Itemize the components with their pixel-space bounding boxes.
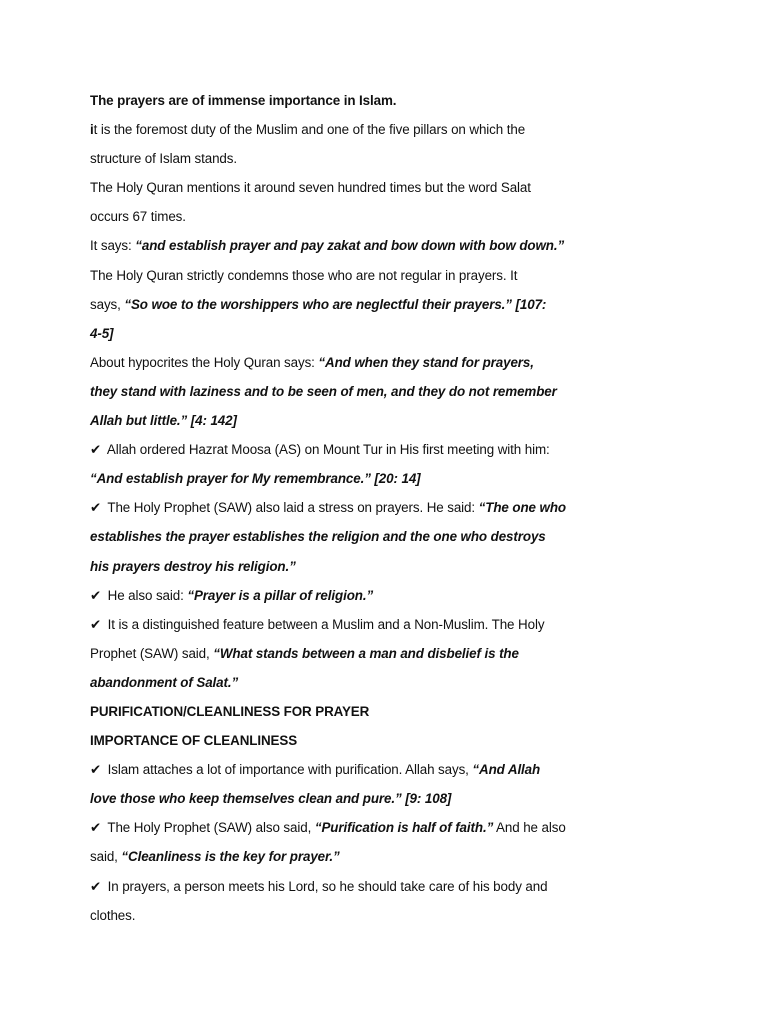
text-line — [90, 144, 570, 173]
text-run: “Cleanliness is the key for prayer.” — [121, 849, 340, 865]
checkmark-icon: ✔ — [90, 878, 102, 894]
text-line — [90, 202, 570, 231]
text-run: PURIFICATION/CLEANLINESS FOR PRAYER — [90, 703, 370, 719]
text-line — [90, 668, 570, 697]
checkmark-icon: ✔ — [90, 442, 102, 458]
text-line — [90, 261, 570, 290]
text-run: IMPORTANCE OF CLEANLINESS — [90, 733, 298, 749]
text-line — [90, 581, 570, 610]
text-line — [90, 901, 570, 930]
text-run: they stand with laziness and to be seen of men, and they do not remember — [90, 383, 557, 399]
text-run: i — [90, 122, 94, 138]
text-run: “and establish prayer and pay zakat and bow down with bow down.” — [135, 238, 565, 254]
text-run: says, — [90, 296, 125, 312]
text-line — [90, 231, 570, 260]
text-run: “And when they stand for prayers, — [318, 354, 534, 370]
text-run: In prayers, a person meets his Lord, so he should take care of his body and — [104, 878, 548, 894]
checkmark-icon: ✔ — [90, 616, 102, 632]
text-run: his prayers destroy his religion.” — [90, 558, 296, 574]
text-line — [90, 522, 570, 551]
text-line — [90, 348, 570, 377]
text-run: establishes the prayer establishes the religion and the one who destroys — [90, 529, 546, 545]
text-line — [90, 493, 570, 522]
text-run: t is the foremost duty of the Muslim and one of the five pillars on which the — [93, 122, 526, 138]
text-run: occurs 67 times. — [90, 209, 186, 225]
checkmark-icon: ✔ — [90, 587, 102, 603]
text-run: Prophet (SAW) said, — [90, 645, 214, 661]
text-line — [90, 435, 570, 464]
checkmark-icon: ✔ — [90, 820, 102, 836]
text-run: About hypocrites the Holy Quran says: — [90, 354, 319, 370]
text-line — [90, 290, 570, 319]
text-line — [90, 406, 570, 435]
text-run: The Holy Prophet (SAW) also said, — [104, 820, 315, 836]
text-line — [90, 639, 570, 668]
text-line — [90, 464, 570, 493]
text-run: It says: — [90, 238, 136, 254]
text-run: “What stands between a man and disbelief is the — [213, 645, 519, 661]
text-line — [90, 552, 570, 581]
text-run: abandonment of Salat.” — [90, 674, 239, 690]
text-line — [90, 726, 570, 755]
text-run: 4-5] — [90, 325, 114, 341]
text-run: It is a distinguished feature between a Muslim and a Non-Muslim. The Holy — [104, 616, 545, 632]
text-line — [90, 115, 570, 144]
checkmark-icon: ✔ — [90, 500, 102, 516]
text-line — [90, 784, 570, 813]
text-line — [90, 697, 570, 726]
text-run: The Holy Quran mentions it around seven hundred times but the word Salat — [90, 180, 531, 196]
text-line — [90, 813, 570, 842]
text-run: structure of Islam stands. — [90, 151, 237, 167]
text-run: “The one who — [478, 500, 566, 516]
text-run: And he also — [493, 820, 566, 836]
text-run: “Purification is half of faith.” — [314, 820, 494, 836]
text-run: “Prayer is a pillar of religion.” — [187, 587, 374, 603]
text-run: said, — [90, 849, 122, 865]
text-run: The Holy Prophet (SAW) also laid a stress on prayers. He said: — [104, 500, 479, 516]
text-line — [90, 872, 570, 901]
text-run: Islam attaches a lot of importance with purification. Allah says, — [104, 762, 473, 778]
text-run: “So woe to the worshippers who are neglectful their prayers.” [107: — [124, 296, 547, 312]
text-run: clothes. — [90, 907, 136, 923]
text-line — [90, 173, 570, 202]
text-line — [90, 319, 570, 348]
text-line — [90, 377, 570, 406]
text-line — [90, 86, 570, 115]
text-run: Allah but little.” [4: 142] — [90, 413, 237, 429]
text-run: The Holy Quran strictly condemns those who are not regular in prayers. It — [90, 267, 518, 283]
text-run: Allah ordered Hazrat Moosa (AS) on Mount Tur in His first meeting with him: — [104, 442, 550, 458]
text-run: The prayers are of immense importance in Islam. — [90, 93, 397, 108]
checkmark-icon: ✔ — [90, 762, 102, 778]
text-run: love those who keep themselves clean and pure.” [9: 108] — [90, 791, 452, 807]
text-run: “And establish prayer for My remembrance.” [20: 14] — [90, 471, 421, 487]
document-page — [90, 86, 570, 930]
text-line — [90, 755, 570, 784]
text-run: He also said: — [104, 587, 188, 603]
text-line — [90, 842, 570, 871]
text-line — [90, 610, 570, 639]
text-run: “And Allah — [472, 762, 541, 778]
